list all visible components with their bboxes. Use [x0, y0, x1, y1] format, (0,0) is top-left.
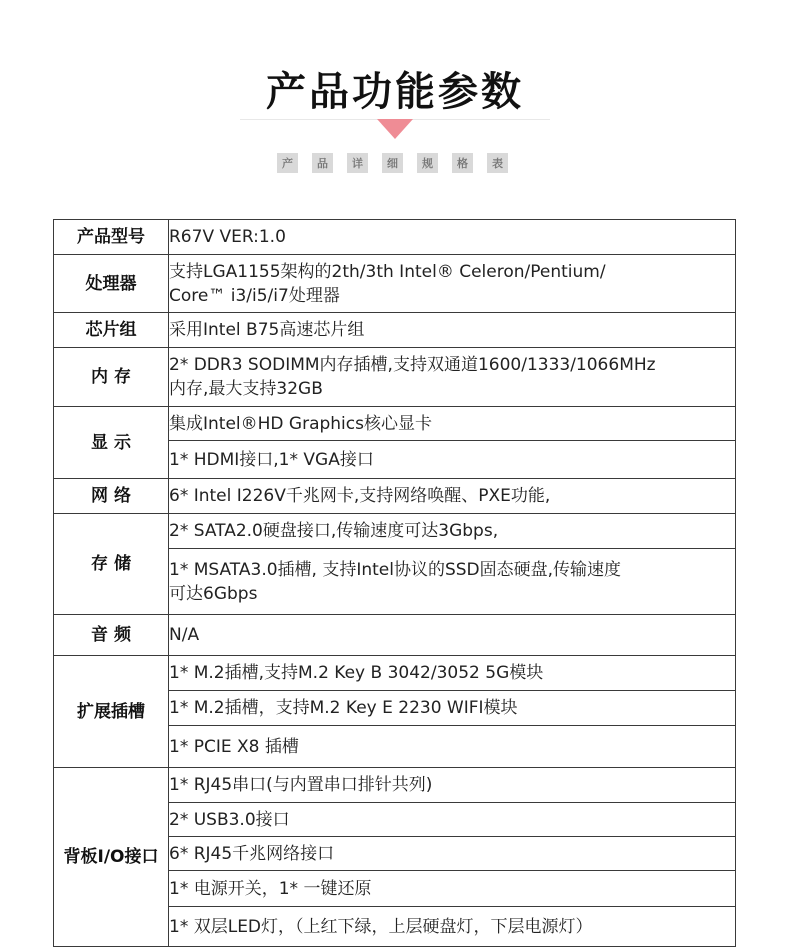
row-value-line: 2* DDR3 SODIMM内存插槽,支持双通道1600/1333/1066MHz — [169, 355, 656, 375]
subtitle-tag: 产 — [277, 153, 298, 173]
row-value-line: Core™ i3/i5/i7处理器 — [169, 285, 340, 306]
row-label: 音 频 — [54, 615, 169, 656]
row-label: 处理器 — [54, 255, 169, 313]
row-value: 1* PCIE X8 插槽 — [169, 726, 736, 768]
row-value — [169, 255, 736, 313]
spec-table — [53, 219, 736, 947]
row-label: 网 络 — [54, 479, 169, 514]
row-value: 集成Intel®HD Graphics核心显卡 — [169, 407, 736, 441]
row-value-line: 内存,最大支持32GB — [169, 379, 323, 399]
row-label: 显 示 — [54, 407, 169, 479]
row-label: 产品型号 — [54, 220, 169, 255]
table-row — [54, 220, 736, 255]
table-row — [54, 407, 736, 441]
row-value: 1* RJ45串口(与内置串口排针共列) — [169, 768, 736, 803]
table-row — [54, 255, 736, 313]
row-value-line: 1* MSATA3.0插槽, 支持Intel协议的SSD固态硬盘,传输速度 — [169, 559, 622, 580]
table-row — [54, 479, 736, 514]
row-label: 芯片组 — [54, 313, 169, 348]
subtitle-tags — [277, 153, 508, 173]
row-value: 1* M.2插槽,支持M.2 Key B 3042/3052 5G模块 — [169, 656, 736, 691]
table-row — [54, 656, 736, 691]
title-divider-right — [410, 119, 550, 120]
subtitle-tag: 品 — [312, 153, 333, 173]
table-row — [54, 348, 736, 407]
row-label: 存 储 — [54, 514, 169, 615]
row-value: 2* SATA2.0硬盘接口,传输速度可达3Gbps, — [169, 514, 736, 549]
table-row — [54, 615, 736, 656]
subtitle-tag: 细 — [382, 153, 403, 173]
row-value — [169, 348, 736, 407]
subtitle-tag: 表 — [487, 153, 508, 173]
table-row — [54, 768, 736, 803]
row-value: 2* USB3.0接口 — [169, 803, 736, 837]
page-title: 产品功能参数 — [266, 69, 524, 115]
table-row — [54, 313, 736, 348]
down-triangle-icon — [377, 119, 413, 139]
row-value: 6* Intel I226V千兆网卡,支持网络唤醒、PXE功能, — [169, 479, 736, 514]
row-value — [169, 549, 736, 615]
row-label: 背板I/O接口 — [54, 768, 169, 947]
subtitle-tag: 规 — [417, 153, 438, 173]
row-value: 采用Intel B75高速芯片组 — [169, 313, 736, 348]
row-value: 1* 电源开关，1* 一键还原 — [169, 871, 736, 907]
subtitle-tag: 详 — [347, 153, 368, 173]
row-label: 扩展插槽 — [54, 656, 169, 768]
row-value-line: 支持LGA1155架构的2th/3th Intel® Celeron/Pentium/ — [169, 261, 606, 282]
row-value: 6* RJ45千兆网络接口 — [169, 837, 736, 871]
row-value: 1* M.2插槽，支持M.2 Key E 2230 WIFI模块 — [169, 691, 736, 726]
title-divider-left — [240, 119, 378, 120]
row-value: R67V VER:1.0 — [169, 220, 736, 255]
subtitle-tag: 格 — [452, 153, 473, 173]
row-value-line: 可达6Gbps — [169, 583, 258, 604]
row-value: 1* HDMI接口,1* VGA接口 — [169, 441, 736, 479]
row-value: 1* 双层LED灯，（上红下绿，上层硬盘灯，下层电源灯） — [169, 907, 736, 947]
row-label: 内 存 — [54, 348, 169, 407]
table-row — [54, 514, 736, 549]
row-value: N/A — [169, 615, 736, 656]
